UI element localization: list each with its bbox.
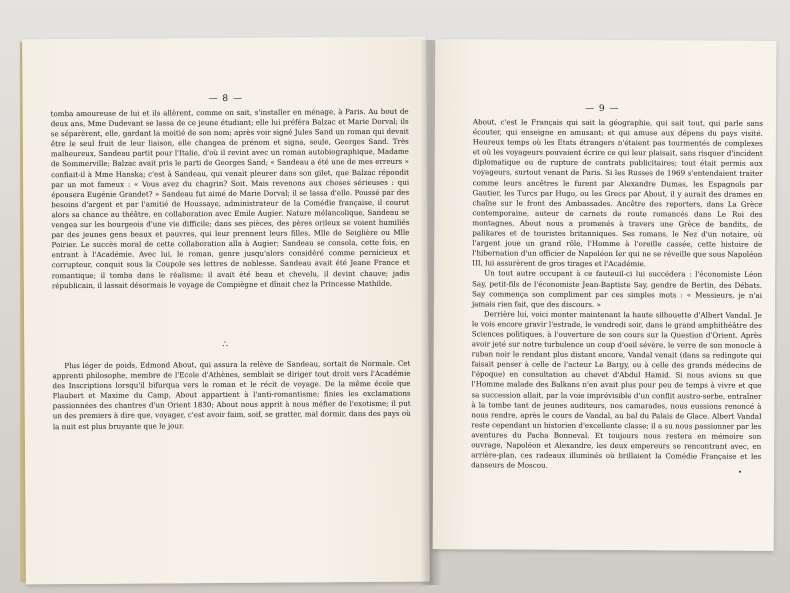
paragraph: About, c'est le Français qui sait la géographie, qui sait tout, qui parle sans écouter, qui enseigne en amusant; et qui amuse aux dépens du pays visité. Heureux temps où les Etats étrangers n'étaient pas tourmentés de complexes et où les voyageurs pouvaient écrire ce qui leur plaisait, sans risquer d'incident diplomatique ou de rupture de contrats publicitaires; tout était permis aux voyageurs, surtout venant de Paris. Si les Russes de 1969 s'entendaient traiter comme leurs ancêtres le furent par Alexandre Dumas, les Espagnols par Gautier, les Turcs par Hugo, ou les Grecs par About, il y aurait des drames en chaîne sur le front des Ambassades. Ancêtre des reporters, dans La Grèce contemporaine, auteur de carnets de route romancés dans Le Roi des montagnes, About nous a promenés à travers une Grèce de bandits, de palikares et de touristes britanniques. Ses romans, le Nez d'un notaire, où l'argent joue un grand rôle, l'Homme à l'oreille cassée, cette histoire de l'hibernation d'un officier de Napoléon Ier qui ne se réveille que sous Napoléon III, lui assurèrent de gros tirages et l'Académie. [472, 117, 763, 269]
right-page-text [471, 117, 763, 472]
end-mark [739, 471, 741, 473]
left-page [22, 37, 430, 585]
section-ornament: ∴ [222, 339, 229, 351]
paragraph: tomba amoureuse de lui et ils allèrent, comme on sait, s'installer en ménage, à Paris. Au bout de deux ans, Mme Dudevant se lassa de ce jeune étudiant; elle lui préféra Balzac et Marie Dorval; ils se séparèrent, elle, gardant la moitié de son nom; après voir signé Jules Sand un roman qui devait être le seul fruit de leur liaison, elle changea de prénom et signa, seule, Georges Sand. Très malheureux, Sandeau partit pour l'Italie, d'où il revint avec un roman autobiographique, Madame de Sommerville; Balzac avait pris le parti de Georges Sand; « Sandeau a été une de mes erreurs » confiait-il à Mme Hanska; c'est à Sandeau, qui venait pleurer dans son gilet, que Balzac répondit par un mot fameux : « Vous avez du chagrin? Soit. Mais revenons aux choses sérieuses : qui épousera Eugénie Grandet? » Sandeau fut aimé de Marie Dorval; il se lassa d'elle. Poussé par des besoins d'argent et par l'amitié de Houssaye, administrateur de la Comédie française, il courut alors sa chance au théâtre, en collaboration avec Emile Augier. Nature mélancolique, Sandeau se vengea sur les bourgeois d'une vie difficile; dans ses pièces, des pères orileux se voient humiliés par des jeunes gens beaux et pauvres, qui leur prennent leurs filles, Mlle de Seiglière ou Mlle Poirier. Le succès moral de cette collaboration alla à Augier; Sandeau se consola, cette fois, en entrant à l'Académie. Avec lui, le roman, genre jusqu'alors considéré comme pernicieux et corrupteur, conquit sous la Coupole ses lettres de noblesse. Sandeau avait été Jeane France et romantique; il tomba dans le réalisme; il avait été beau et chevelu, il devint chauve; jadis républicain, il lassait désormais le voyage de Compiègne et dînait chez la Princesse Mathilde. [50, 106, 410, 290]
paragraph: Plus léger de poids, Edmond About, qui assura la relève de Sandeau, sortait de Normale. Cet apprenti philosophe, membre de l'Ecole d'Athènes, semblait se diriger tout droit vers l'Académie des Inscriptions lorsqu'il bifurqua vers le roman et le récit de voyage. De la même école que Flaubert et Maxime du Camp, About appartient à l'anti-romantisme; finies les exclamations passionnées des chantres d'un Orient 1830; About nous apprit à nous méfier de l'exotisme; il put un des premiers à dire que, voyager, c'est avoir faim, soif, se gratter, mal dormir, dans des pays où la nuit est plus bruyante que le jour. [52, 358, 411, 431]
left-page-text-bottom [52, 359, 410, 432]
page-number: — 9 — [584, 103, 620, 115]
right-page [433, 39, 777, 551]
paragraph: Derrière lui, voici monter maintenant la haute silhouette d'Albert Vandal. Je le vois encore gravir l'estrade, le vendredi soir, dans le grand amphithéâtre des Sciences politiques, à l'ouverture de son cours sur la Question d'Orient. Après avoir jeté sur notre turbulence un coup d'oeil sévère, le verre de son monocle à ruban noir le rendant plus distant encore, Vandal venait (dans sa redingote qui faisait penser à celle de l'acteur Le Bargy, ou à celle des grands médecins de l'époque) en consultation au chevet d'Abdul Hamid. Si nous avions su que l'Homme malade des Balkans n'en avait plus pour peu de temps à vivre et que sa succession allait, par la voie imprévisible d'un conflit austro-serbe, entraîner à la tombe tant de jeunes auditeurs, nos camarades, nous eussions renoncé à nous rendre, après le cours de Vandal, au bal du Palais de Glace. Albert Vandal reste cependant un historien d'excellente classe; il a su nous passionner par les aventures du Pacha Bonneval. Et toujours nous restera en mémoire son ouvrage, Napoléon et Alexandre, les deux empereurs se rencontrant avec, en arrière-plan, ces radeaux illuminés où brillaient la Comédie Française et les danseurs de Moscou. [471, 309, 762, 470]
left-page-text-top [51, 107, 410, 291]
paragraph: Un tout autre occupant à ce fauteuil-ci lui succédera : l'économiste Léon Say, petit-fils de l'économiste Jean-Baptiste Say, gendre de Bertin, des Débats. Say commença son compliment par ces simples mots : « Messieurs, je n'ai jamais rien fait, que des discours. » [471, 268, 763, 309]
page-number: — 8 — [208, 93, 244, 105]
